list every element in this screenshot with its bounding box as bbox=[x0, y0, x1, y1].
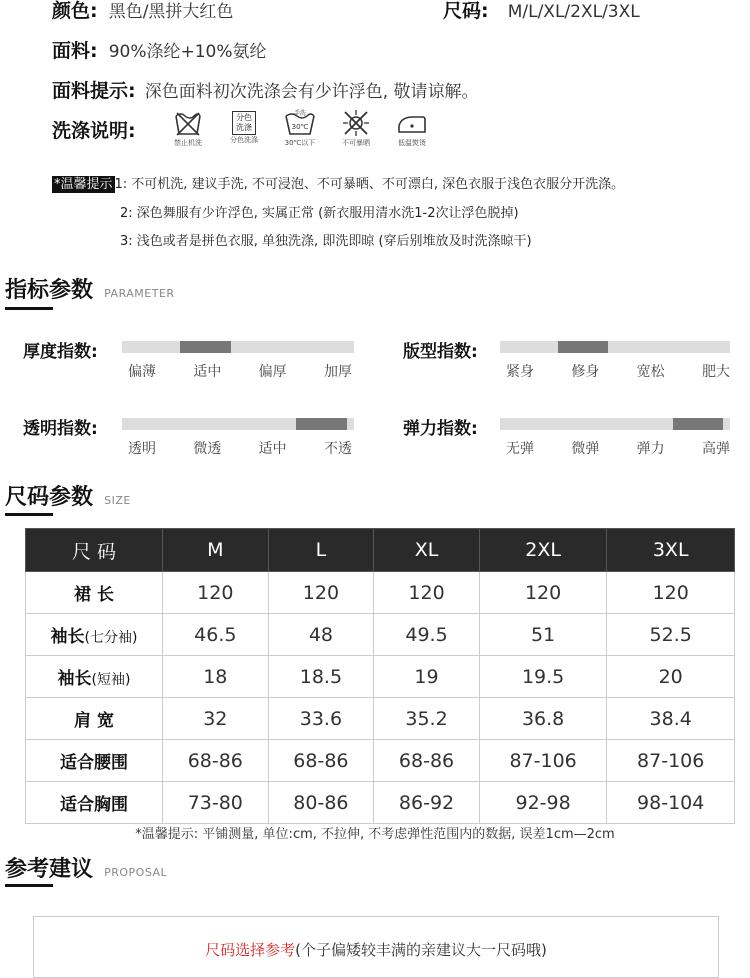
proposal-box bbox=[33, 916, 719, 978]
section-subtitle: PROPOSAL bbox=[104, 866, 168, 879]
color-value: 黑色/黑拼大红色 bbox=[108, 2, 234, 22]
indicator-transparency: 透明 微透 适中 不透 bbox=[122, 418, 354, 458]
hand-wash-30-icon: 手洗 30℃ 30℃以下 bbox=[284, 110, 316, 147]
proposal-text: (个子偏矮较丰满的亲建议大一尺码哦) bbox=[295, 941, 547, 959]
fabric-tip-row bbox=[52, 76, 479, 103]
indicator-bar bbox=[500, 418, 730, 430]
wash-row bbox=[52, 116, 136, 143]
low-iron-icon: 低温熨烫 bbox=[389, 108, 435, 148]
table-row: 适合腰围 68-86 68-86 68-86 87-106 87-106 bbox=[26, 740, 735, 782]
indicator-mark bbox=[296, 418, 347, 430]
wash-label: 洗涤说明: bbox=[52, 120, 136, 142]
table-row: 袖长(七分袖) 46.5 48 49.5 51 52.5 bbox=[26, 614, 735, 656]
indicator-thickness: 偏薄 适中 偏厚 加厚 bbox=[122, 341, 354, 381]
tip-line-1: *温馨提示 1: 不可机洗, 建议手洗, 不可浸泡、不可暴晒、不可漂白, 深色衣服于浅色衣服分开洗涤。 bbox=[54, 177, 625, 192]
section-title: 指标参数 bbox=[5, 278, 94, 303]
tip-badge: *温馨提示 bbox=[54, 177, 113, 192]
fabric-label: 面料: bbox=[52, 40, 98, 62]
fabric-value: 90%涤纶+10%氨纶 bbox=[108, 42, 267, 62]
parameter-heading bbox=[5, 273, 175, 304]
indicator-bar bbox=[500, 341, 730, 353]
table-row: 裙 长 120 120 120 120 120 bbox=[26, 572, 735, 614]
size-value: M/L/XL/2XL/3XL bbox=[507, 2, 640, 22]
size-label: 尺码: bbox=[443, 0, 489, 22]
fabric-tip-label: 面料提示: bbox=[52, 80, 136, 102]
care-icons bbox=[165, 108, 445, 148]
fabric-row bbox=[52, 36, 267, 63]
no-machine-wash-icon: 禁止机洗 bbox=[165, 108, 211, 148]
indicator-label: 透明指数: bbox=[23, 419, 98, 439]
indicator-label: 厚度指数: bbox=[23, 342, 98, 362]
indicator-label: 弹力指数: bbox=[403, 419, 478, 439]
indicator-label: 版型指数: bbox=[403, 342, 478, 362]
size-table bbox=[25, 528, 735, 824]
indicator-mark bbox=[673, 418, 724, 430]
section-underline bbox=[5, 513, 53, 516]
proposal-highlight: 尺码选择参考 bbox=[205, 941, 296, 959]
color-row bbox=[52, 0, 233, 23]
table-row: 适合胸围 73-80 80-86 86-92 92-98 98-104 bbox=[26, 782, 735, 824]
fabric-tip-value: 深色面料初次洗涤会有少许浮色, 敬请谅解。 bbox=[144, 82, 479, 102]
section-subtitle: SIZE bbox=[104, 494, 131, 507]
section-title: 参考建议 bbox=[5, 857, 94, 882]
tip-line-2: 2: 深色舞服有少许浮色, 实属正常 (新衣服用清水洗1-2次让浮色脱掉) bbox=[120, 206, 519, 221]
tip-line-3: 3: 浅色或者是拼色衣服, 单独洗涤, 即洗即晾 (穿后别堆放及时洗涤晾干) bbox=[120, 234, 532, 249]
size-row bbox=[443, 0, 640, 23]
indicator-bar bbox=[122, 341, 354, 353]
size-heading bbox=[5, 480, 131, 511]
section-underline bbox=[5, 884, 53, 887]
proposal-heading bbox=[5, 852, 167, 883]
section-title: 尺码参数 bbox=[5, 485, 94, 510]
table-header-row: 尺 码 M L XL 2XL 3XL bbox=[26, 529, 735, 572]
section-subtitle: PARAMETER bbox=[104, 287, 175, 300]
indicator-elasticity: 无弹 微弹 弹力 高弹 bbox=[500, 418, 730, 458]
table-row: 袖长(短袖) 18 18.5 19 19.5 20 bbox=[26, 656, 735, 698]
no-sun-icon: 不可暴晒 bbox=[333, 108, 379, 148]
table-row: 肩 宽 32 33.6 35.2 36.8 38.4 bbox=[26, 698, 735, 740]
section-underline bbox=[5, 307, 53, 310]
indicator-bar bbox=[122, 418, 354, 430]
indicator-mark bbox=[558, 341, 609, 353]
separate-wash-icon: 分色洗涤 分色洗涤 bbox=[230, 113, 258, 144]
measurement-note: *温馨提示: 平铺测量, 单位:cm, 不拉伸, 不考虑弹性范围内的数据, 误差1cm—2cm bbox=[135, 827, 615, 842]
indicator-mark bbox=[180, 341, 231, 353]
indicator-fit: 紧身 修身 宽松 肥大 bbox=[500, 341, 730, 381]
svg-text:手洗: 手洗 bbox=[293, 110, 307, 117]
svg-text:30℃: 30℃ bbox=[291, 123, 309, 131]
color-label: 颜色: bbox=[52, 0, 98, 22]
